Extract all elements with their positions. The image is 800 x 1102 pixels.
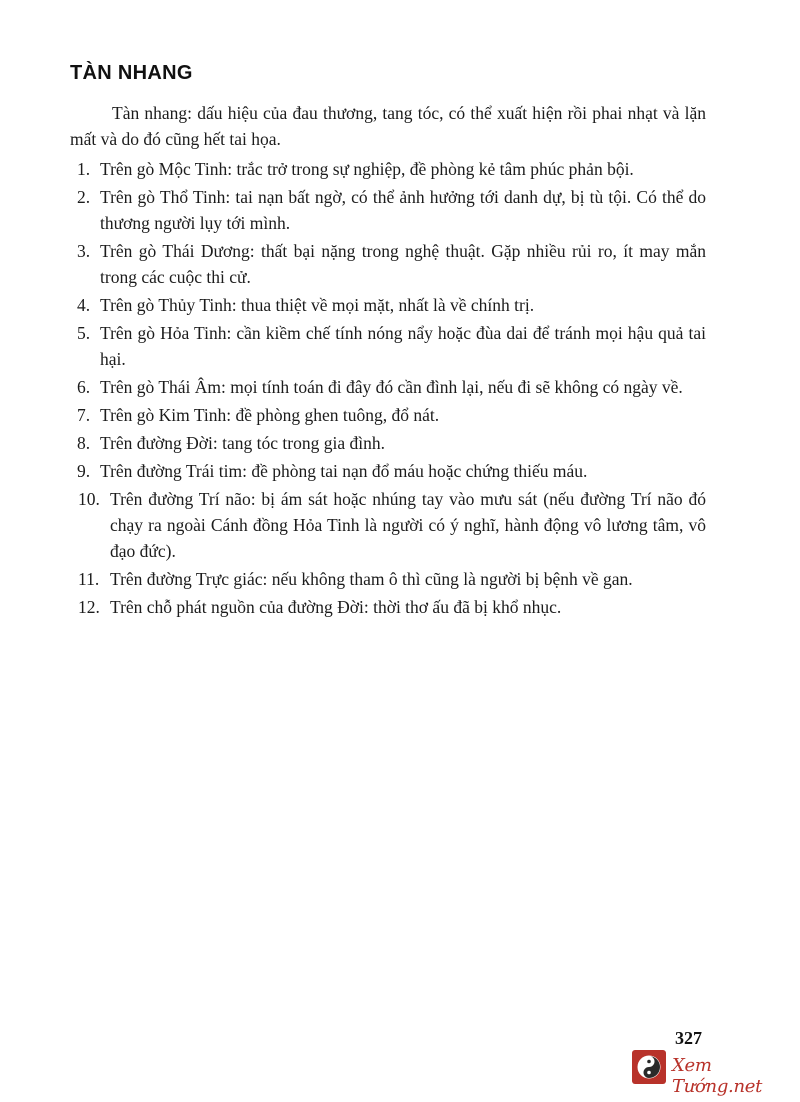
item-number: 6. [77,377,91,397]
list-item [70,594,706,620]
intro-paragraph: Tàn nhang: dấu hiệu của đau thương, tang tóc, có thể xuất hiện rồi phai nhạt và lặn mất và do đó cũng hết tai họa. [70,103,706,149]
site-watermark [632,1050,794,1097]
list-item [70,184,706,236]
body-text [70,100,706,622]
list-item [70,486,706,564]
item-number: 3. [77,241,91,261]
list-item [70,320,706,372]
list-item [70,402,706,428]
item-text: Trên gò Thái Âm: mọi tính toán đi đây đó cần đình lại, nếu đi sẽ không có ngày về. [100,377,683,397]
item-number: 4. [77,295,91,315]
item-text: Trên đường Trí não: bị ám sát hoặc nhúng tay vào mưu sát (nếu đường Trí não đó chạy ra ngoài Cánh đồng Hỏa Tinh là người có ý nghĩ, hành động vô lương tâm, vô đạo đức). [110,489,706,561]
item-text: Trên gò Kim Tinh: đề phòng ghen tuông, đổ nát. [100,405,440,425]
page-title: TÀN NHANG [70,62,193,84]
item-number: 1. [77,159,91,179]
list-item [70,292,706,318]
item-text: Trên đường Trực giác: nếu không tham ô thì cũng là người bị bệnh về gan. [110,569,633,589]
list-item [70,374,706,400]
item-number: 8. [77,433,91,453]
item-number: 9. [77,461,91,481]
item-number: 11. [78,569,100,589]
item-number: 12. [78,597,100,617]
list-item [70,566,706,592]
item-text: Trên đường Trái tim: đề phòng tai nạn đổ máu hoặc chứng thiếu máu. [100,461,588,481]
item-text: Trên gò Thổ Tinh: tai nạn bất ngờ, có thể ảnh hưởng tới danh dự, bị tù tội. Có thể do thương người lụy tới mình. [100,187,706,233]
list-item [70,430,706,456]
item-number: 7. [77,405,91,425]
item-number: 5. [77,323,91,343]
item-text: Trên gò Hỏa Tinh: cần kiềm chế tính nóng nẩy hoặc đùa dai để tránh mọi hậu quả tai hại. [100,323,706,369]
item-text: Trên đường Đời: tang tóc trong gia đình. [100,433,385,453]
item-text: Trên gò Thái Dương: thất bại nặng trong nghệ thuật. Gặp nhiều rủi ro, ít may mắn trong các cuộc thi cử. [100,241,706,287]
item-list [70,156,706,620]
item-text: Trên chỗ phát nguồn của đường Đời: thời thơ ấu đã bị khổ nhục. [110,597,562,617]
list-item [70,156,706,182]
list-item [70,458,706,484]
watermark-text: Xem Tướng.net [672,1055,763,1097]
item-number: 10. [78,489,100,509]
list-item [70,238,706,290]
item-text: Trên gò Thủy Tinh: thua thiệt về mọi mặt, nhất là về chính trị. [100,295,535,315]
page-number: 327 [675,1028,702,1048]
item-number: 2. [77,187,91,207]
item-text: Trên gò Mộc Tinh: trắc trở trong sự nghiệp, đề phòng kẻ tâm phúc phản bội. [100,159,634,179]
yin-yang-icon [632,1050,666,1084]
